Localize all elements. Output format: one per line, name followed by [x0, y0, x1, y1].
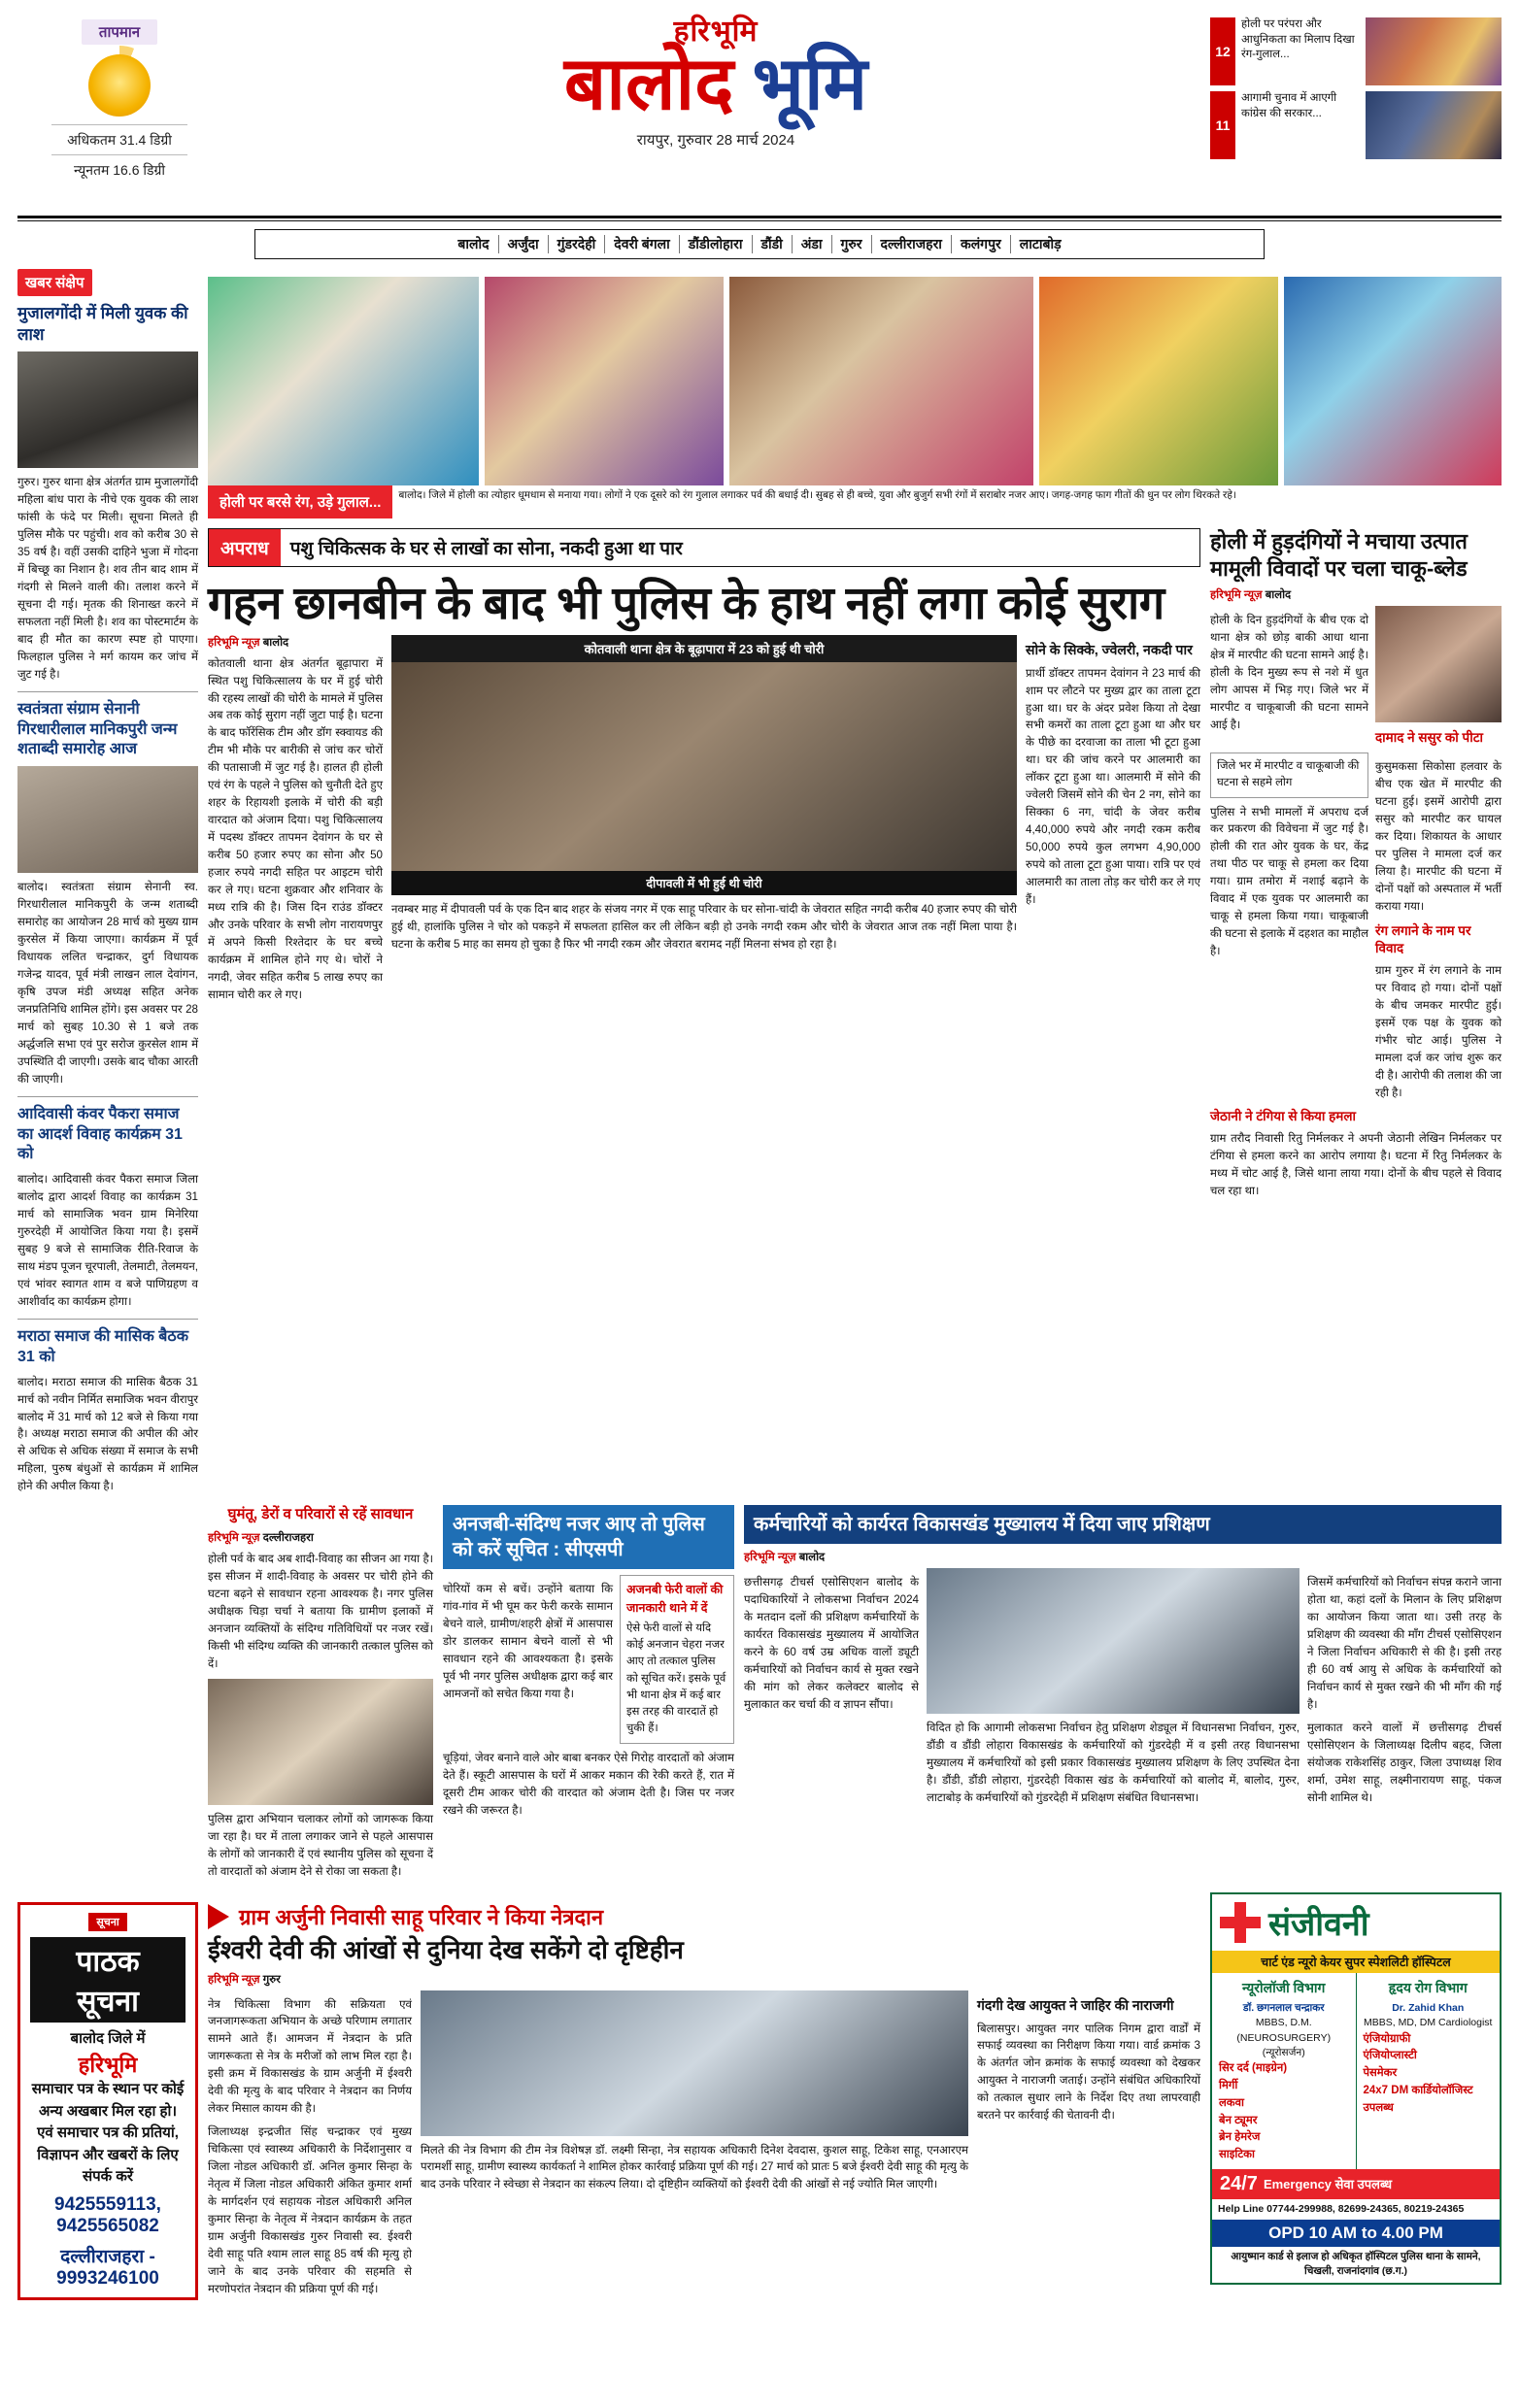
ad-reader-notice	[17, 1902, 198, 2300]
ad-hospital-emergency-label: Emergency सेवा उपलब्ध	[1263, 2177, 1393, 2192]
right-quote-wrap	[1210, 752, 1368, 1101]
promo-item[interactable]	[1210, 17, 1502, 85]
section-tag-khabar-sankshep: खबर संक्षेप	[17, 269, 92, 296]
left-column	[17, 269, 198, 1495]
left-story-1-body: गुरुर। गुरुर थाना क्षेत्र अंतर्गत ग्राम मुजालगोंदी महिला बांध पारा के नीचे एक युवक की लाश फांसी के फंदे पर मिली। सूचना मिलते ही पुलिस मौके पर पहुंची। शव को करीब 30 से 35 वर्ष है। वहीं उसकी दाहिने भुजा में गोदना में बिच्छू का निशान है। शव तीन बाद शाम में गंदगी से मिलने वाली की। तलाश करने में सूचना दी गई। मृतक की शिनाख्त करने में सफलता नहीं मिली है। शव का पोस्टमार्टम के बाद ही मौत का कारण स्पष्ट हो पाएगा। फिलहाल पुलिस ने मर्ग कायम कर जांच में जुट गई है।	[17, 476, 198, 681]
right-top-byline	[1210, 587, 1502, 602]
lower-b-row	[443, 1575, 734, 1743]
lower-c-photo	[927, 1568, 1300, 1714]
lower-c-col2	[927, 1568, 1300, 1807]
ad-hospital-left-item-0: सिर दर्द (माइग्रेन)	[1219, 2062, 1288, 2075]
ad-hospital-emergency-number: 24/7	[1220, 2172, 1258, 2194]
masthead	[17, 14, 1502, 208]
right-top-body-1: पुलिस ने सभी मामलों में अपराध दर्ज कर प्रकरण की विवेचना में जुट गई है। होली की रात ओर युवक के घर, केंद्र तथा पीठ पर चाकू से हमला कर दिया गया। ग्राम तमोरा में नशाई बढ़ाने के विवाद में एक युवक पर आलमारी का चाकू से हमला किया गया। चाकूबाजी की घटना से इलाके में दहशत का माहौल है।	[1210, 805, 1368, 958]
right-top-headline[interactable]: होली में हुड़दंगियों ने मचाया उत्पात मामूली विवादों पर चला चाकू-ब्लेड	[1210, 529, 1468, 581]
netradan-text-1: नेत्र चिकित्सा विभाग की सक्रियता एवं जनजागरूकता अभियान के अच्छे परिणाम लगातार सामने आते हैं। आमजन में नेत्रदान के प्रति जागरूकता से नेत्र के मरीजों को लाभ मिल रहा है। इसी क्रम में विकासखंड के ग्राम अर्जुनी में ईश्वरी देवी की मृत्यु के बाद परिवार ने नेत्रदान का निर्णय लेकर मिसाल कायम की है।	[208, 1997, 412, 2116]
edition-item-5[interactable]: डौंडी	[753, 235, 793, 253]
left-story-3-body: बालोद। आदिवासी कंवर पैकरा समाज जिला बालोद द्वारा आदर्श विवाह का कार्यक्रम 31 मार्च को सामाजिक भवन ग्राम मिनेरिया गुरुरदेही में आयोजित किया गया है। इसमें सुबह 9 बजे से सामाजिक रीति-रिवाज के साथ मंडप पूजन चूरपाली, तेलमाटी, तेलमयन, एवं भांवर स्वागत शाम व बजे पाणिग्रहण व आशीर्वाद का कार्यक्रम होगा।	[17, 1173, 198, 1308]
ad-brand: हरिभूमि	[78, 2053, 138, 2077]
edition-item-4[interactable]: डौंडीलोहारा	[680, 235, 753, 253]
edition-bar	[254, 229, 1265, 259]
lead-col-1	[208, 635, 383, 1004]
promo-text: आगामी चुनाव में आएगी कांग्रेस की सरकार...	[1241, 92, 1337, 119]
lead-col-2	[1026, 635, 1200, 1004]
divider	[17, 691, 198, 692]
netradan-text-2: जिलाध्यक्ष इन्द्रजीत सिंह चन्द्राकर एवं मुख्य चिकित्सा एवं स्वास्थ्य अधिकारी के निर्देशानुसार व जिला नोडल अधिकारी डॉ. अनिल कुमार सिन्हा के नेतृत्व में जिला नोडल अधिकारी अंकित कुमार शर्मा के मार्गदर्शन एवं सहायक नोडल अधिकारी अनिल कुमार सिन्हा के नेतृत्व में नेत्रदान कार्यक्रम के तहत ग्राम अर्जुनी विकासखंड गुरुर निवासी स्व. ईश्वरी देवी साहू पति श्याम लाल साहू 85 वर्ष की मृत्यु हो जाने के बाद उनके परिवार की सहमति से मरणोपरांत नेत्रदान की प्रक्रिया पूर्ण की गई।	[208, 2125, 412, 2295]
ad-hospital-left-doctor: डॉ. छगनलाल चन्द्राकर	[1242, 2002, 1325, 2015]
edition-item-0[interactable]: बालोद	[449, 235, 498, 253]
ad-hospital-columns	[1212, 1973, 1500, 2169]
netradan-columns	[208, 1990, 1200, 2298]
ad-phone-1[interactable]: 9425559113, 9425565082	[54, 2193, 161, 2236]
temperature-label: तापमान	[82, 19, 157, 45]
temperature-min: न्यूनतम 16.6 डिग्री	[73, 162, 166, 179]
holi-photo-2	[485, 277, 724, 485]
divider	[17, 1319, 198, 1320]
left-story-2-body: बालोद। स्वतंत्रता संग्राम सेनानी स्व. गिरधारीलाल मानिकपुरी के जन्म शताब्दी समारोह का आयोजन 28 मार्च को मुख्य ग्राम कुरसेल में किया जाएगा। कार्यक्रम में पूर्व विधायक ललित चन्द्राकर, दुर्ग विधायक गजेन्द्र यादव, पूर्व मंत्री लाखन लाल देवांगन, कृषि उपज मंडी अध्यक्ष सहित अनेक जनप्रतिनिधि शामिल होंगे। इस अवसर पर 28 मार्च को सुबह 10.30 से 1 बजे तक अर्द्धजलि सभा एवं पुर सरोज कुरसेल शाम में उपस्थिति दी जाएगी। उसके बाद चौका आरती की जाएगी।	[17, 881, 198, 1086]
left-story-2-headline[interactable]: स्वतंत्रता संग्राम सेनानी गिरधारीलाल मानिकपुरी जन्म शताब्दी समारोह आज	[17, 700, 178, 758]
lead-columns	[208, 635, 1200, 1004]
holi-photo-strip	[208, 277, 1502, 485]
promo-page-number: 11	[1210, 91, 1235, 159]
lead-col-3-text: नवम्बर माह में दीपावली पर्व के एक दिन बाद शहर के संजय नगर में एक साहू परिवार के घर सोना-चांदी के जेवरात सहित नगदी करीब 40 हजार रुपए की चोरी हुई थी, हालांकि पुलिस ने चोर को पकड़ने में सफलता हासिल कर ली लेकिन बड़ी हो उनके नगदी रकम और चोरी के जेवरात आज तक नहीं मिला पाया है। घटना के करीब 5 माह का समय हो चुका है फिर भी नगदी रकम और जेवरात बरामद नहीं मिलना संभव हो रहा है।	[391, 902, 1017, 951]
ad-line-1: बालोद जिले में	[70, 2029, 146, 2047]
ad-hospital-left-doctor-qual: MBBS, D.M. (NEUROSURGERY)	[1236, 2017, 1332, 2044]
lower-a-headline[interactable]: घुमंतू, डेरों व परिवारों से रहें सावधान	[227, 1506, 414, 1523]
holi-strip-caption-row	[208, 485, 1502, 518]
lead-photo-subcaption: दीपावली में भी हुई थी चोरी	[391, 871, 1017, 895]
netradan-headline[interactable]: ईश्वरी देवी की आंखों से दुनिया देख सकेंगे दो दृष्टिहीन	[208, 1934, 684, 1964]
lower-c-col1	[744, 1568, 919, 1807]
brand-main-red: बालोद	[563, 44, 734, 125]
divider	[17, 1096, 198, 1097]
lead-kicker: पशु चिकित्सक के घर से लाखों का सोना, नकदी हुआ था पार	[289, 539, 683, 559]
right-top-photo	[1375, 606, 1502, 722]
lower-a-body: होली पर्व के बाद अब शादी-विवाह का सीजन आ गया है। इस सीजन में शादी-विवाह के अवसर पर चोरी होने की घटना बढ़ने से सावधान रहना आवश्यक है। नगर पुलिस अधीक्षक चिड़ा चर्चा ने बताया कि ग्रामीण इलाकों में अनजान व्यक्तियों के संदिग्ध गतिविधियों पर नजर रखें। किसी भी संदिग्ध व्यक्ति की जानकारी तत्काल पुलिस को दें।	[208, 1552, 433, 1670]
brand-main	[221, 44, 1210, 125]
right-sub-1-wrap	[1375, 752, 1502, 1101]
netradan-byline	[208, 1972, 1200, 1987]
right-sub-1-body: कुसुमकसा सिकोसा हलवार के बीच एक खेत में मारपीट की घटना हुई। इसमें आरोपी द्वारा ससुर को मारपीट कर घायल कर दिया। शिकायत के आधार पर पुलिस ने मामला दर्ज कर लिया है। मारपीट की घटना में दोनों पक्षों को अस्पताल में भर्ती कराया गया।	[1375, 760, 1502, 913]
masthead-rule	[17, 216, 1502, 218]
lower-c-row	[744, 1568, 1502, 1807]
netradan-story	[208, 1892, 1200, 2300]
netradan-byline-place: गुरुर	[262, 1973, 281, 1986]
ad-hospital-right-head: हृदय रोग विभाग	[1388, 1979, 1468, 1995]
promo-photo	[1366, 17, 1502, 85]
promo-photo	[1366, 91, 1502, 159]
promo-page-number: 12	[1210, 17, 1235, 85]
lead-photo	[391, 662, 1017, 871]
lower-c-col3	[1307, 1568, 1502, 1807]
right-sub-3-body: ग्राम तरौद निवासी रितु निर्मलकर ने अपनी जेठानी लेखिन निर्मलकर पर टंगिया से हमला करने का आरोप लगाया है। घटना में रितु निर्मलकर के मध्य में चोट आई है, जिसे थाना लाया गया। दोनों के बीच पहले से विवाद चल रहा था।	[1210, 1132, 1502, 1198]
ad-hospital-right-doctor: Dr. Zahid Khan	[1392, 2002, 1465, 2015]
lower-a-byline-text: हरिभूमि न्यूज़	[208, 1531, 260, 1544]
edition-item-8[interactable]: दल्लीराजहरा	[872, 235, 952, 253]
holi-strip-caption: बालोद। जिले में होली का त्योहार धूमधाम से मनाया गया। लोगों ने एक दूसरे को रंग गुलाल लगाकर पर्व की बधाई दी। सुबह से ही बच्चे, युवा और बुजुर्ग सभी रंगों में सराबोर नजर आए। जगह-जगह फाग गीतों की धुन पर लोग थिरकते रहे।	[398, 489, 1236, 501]
netradan-photo	[421, 1990, 968, 2136]
left-story-2-photo	[17, 766, 198, 873]
brand-top: हरिभूमि	[673, 16, 759, 48]
right-top-byline-text: हरिभूमि न्यूज़	[1210, 589, 1263, 601]
ad-hospital-left-doctor-reg: (न्यूरोसर्जन)	[1262, 2046, 1305, 2058]
lower-c-byline-place: बालोद	[798, 1552, 826, 1564]
ad-hospital-emergency	[1212, 2169, 1500, 2199]
netradan-col-2	[421, 1990, 968, 2298]
left-story-4-body: बालोद। मराठा समाज की मासिक बैठक 31 मार्च को नवीन निर्मित समाजिक भवन वीरापुर बालोद में 31 मार्च को 12 बजे से किया गया है। अध्यक्ष मराठा समाज की अपील की ओर से अधिक से अधिक संख्या में समाज के सभी महिला, पुरुष बंधुओं से कार्यक्रम में शामिल होने की अपील किया है।	[17, 1375, 198, 1493]
ad-hospital-right-doctor-qual: MBBS, MD, DM Cardiologist	[1364, 2017, 1493, 2029]
right-sub-1-head: दामाद ने ससुर को पीटा	[1375, 730, 1484, 745]
right-sub-2-head: रंग लगाने के नाम पर विवाद	[1375, 922, 1471, 955]
netradan-kicker-row	[208, 1902, 1200, 1931]
lower-b-note-body: ऐसे फेरी वालों से यदि कोई अनजान चेहरा नजर आए तो तत्काल पुलिस को सूचित करें। इसके पूर्व भी थाना क्षेत्र में कई बार इस तरह की वारदातें हो चुकी हैं।	[626, 1622, 726, 1735]
sun-icon	[88, 54, 151, 117]
lower-a-byline-place: दल्लीराजहरा	[262, 1531, 314, 1544]
lower-c-headline[interactable]: कर्मचारियों को कार्यरत विकासखंड मुख्यालय में दिया जाए प्रशिक्षण	[744, 1505, 1502, 1544]
lower-col-c	[744, 1505, 1502, 1880]
lower-a-body-2: पुलिस द्वारा अभियान चलाकर लोगों को जागरूक किया जा रहा है। घर में ताला लगाकर जाने से पहले आसपास के लोगों को जानकारी दें एवं स्थानीय पुलिस को सूचना दें तो वारदातों को अंजाम देने से रोका जा सकता है।	[208, 1812, 433, 1878]
netradan-col-3	[977, 1990, 1200, 2298]
lower-c-byline-text: हरिभूमि न्यूज़	[744, 1552, 796, 1564]
arrow-icon	[208, 1904, 229, 1929]
ad-hospital-left-item-2: लकवा	[1219, 2096, 1245, 2109]
lower-c-body-4: मुलाकात करने वालों में छत्तीसगढ़ टीचर्स एसोसिएशन के जिलाध्यक्ष दिलीप बहद, जिला संयोजक राकेशसिंह ठाकुर, जिला उपाध्यक्ष शिव शर्मा, उमेश साहू, लक्ष्मीनारायण साहू, पंकज सोनी शामिल थे।	[1307, 1722, 1502, 1804]
ad-hospital-subtitle: चार्ट एंड न्यूरो केयर सुपर स्पेशलिटी हॉस्पिटल	[1212, 1951, 1500, 1973]
lower-a-photo	[208, 1679, 433, 1805]
lower-section	[17, 1505, 1502, 1880]
lower-b-note-title: अजनबी फेरी वालों की जानकारी थाने में दें	[626, 1583, 724, 1616]
netradan-col-1	[208, 1990, 412, 2298]
left-story-4-headline[interactable]: मराठा समाज की मासिक बैठक 31 को	[17, 1327, 188, 1365]
ad-hospital-left-item-1: मिर्गी	[1219, 2079, 1238, 2091]
lead-kicker-bar	[208, 528, 1200, 567]
lead-headline[interactable]: गहन छानबीन के बाद भी पुलिस के हाथ नहीं लगा कोई सुराग	[208, 577, 1165, 628]
lead-byline	[208, 635, 383, 650]
edition-item-1[interactable]: अर्जुंदा	[499, 235, 549, 253]
lower-c-byline	[744, 1550, 1502, 1564]
ad-hospital-right-item-3: 24x7 DM कार्डियोलॉजिस्ट उपलब्ध	[1363, 2085, 1473, 2114]
lower-d-headline[interactable]: गंदगी देख आयुक्त ने जाहिर की नाराजगी	[977, 1996, 1174, 2013]
edition-item-7[interactable]: गुरुर	[832, 235, 872, 253]
lower-b-body-wrap	[443, 1575, 613, 1743]
netradan-section	[17, 1892, 1502, 2300]
lead-and-right-row	[208, 528, 1502, 1200]
divider	[51, 154, 187, 155]
lead-col-2-text: प्रार्थी डॉक्टर तापमन देवांगन ने 23 मार्च की शाम पर लौटने पर मुख्य द्वार का ताला टूटा हुआ था। घर के अंदर प्रवेश किया तो देखा सभी कमरों का ताला टूटा हुआ था और घर के पीछे का दरवाजा का ताला भी टूटा हुआ था। घर की जांच करने पर आलमारी का लॉकर टूटा हुआ था। आलमारी में सोने की ज्वेलरी जिसमें सोने की चेन 2 नग, सोने का सिक्का 6 नग, चांदी के जेवर करीब 4,40,000 रुपये और नगदी रकम करीब 50,000 रुपये कुल लगभग 4,90,000 रुपये को ताला टूटा हुआ पाया। रात्रि पर एवं आलमारी का ताला तोड़ कर चोरी कर ले गए हैं।	[1026, 666, 1200, 907]
right-top-row-2	[1210, 752, 1502, 1101]
netradan-byline-text: हरिभूमि न्यूज़	[208, 1973, 260, 1986]
lower-d-body: बिलासपुर। आयुक्त नगर पालिक निगम द्वारा वार्डों में सफाई व्यवस्था का निरीक्षण किया गया। वार्ड क्रमांक 3 के अंतर्गत जोन क्रमांक के सफाई व्यवस्था को देखकर आयुक्त ने नाराजगी जताई। उन्होंने संबंधित अधिकारियों को तत्काल सुधार लाने के निर्देश दिए तथा लापरवाही बरतने पर कार्रवाई की चेतावनी दी।	[977, 2022, 1200, 2123]
title-block	[221, 14, 1210, 150]
ad-hospital-left-item-3: बेन ट्यूमर	[1219, 2114, 1258, 2126]
brand-main-blue: भूमि	[752, 44, 868, 125]
ad-hospital-left-item-4: ब्रेन हेमरेज	[1219, 2131, 1261, 2144]
netradan-kicker: ग्राम अर्जुनी निवासी साहू परिवार ने किया नेत्रदान	[239, 1904, 604, 1929]
lower-b-body: चोरियों कम से बचें। उन्होंने बताया कि गांव-गांव में भी घूम कर फेरी करके सामान बेचने वाले, ग्रामीण/शहरी क्षेत्रों में आसपास डोर डालकर सामान बेचने वालों से भी सावधान रहने की आवश्यकता है। इसके पूर्व भी नगर पुलिस अधीक्षक द्वारा कई बार आमजनों को सचेत किया गया है।	[443, 1583, 613, 1701]
ad-hospital	[1210, 1892, 1502, 2300]
promo-teasers	[1210, 14, 1502, 159]
right-top-photo-wrap	[1375, 606, 1502, 749]
lead-byline-place: बालोद	[262, 636, 289, 649]
lead-col-photo	[391, 635, 1017, 1004]
lead-col-1-text: कोतवाली थाना क्षेत्र अंतर्गत बूढ़ापारा में स्थित पशु चिकित्सालय के घर में हुई चोरी की रहस्य लाखों की चोरी के मामले में पुलिस अब तक कोई सुराग नहीं जुटा पाई है। घटना के बाद फॉरेंसिक टीम और डॉग स्क्वायड की टीम भी मौके पर बारीकी से जांच कर चोरों की पतासाजी में जुट गई है। हालत ही होली एवं रंग के पहले ने पुलिस को चुनौती देते हुए शहर के रिहायशी इलाके में चोरी की बड़ी वारदात को अंजाम दिया। पशु चिकित्सालय में पदस्थ डॉक्टर तापमन देवांगन के घर से करीब 50 हजार रुपए का सोना और 50 हजार रुपये नगदी सहित पर आइटम चोरी कर ले गए। घटना शुक्रवार और शनिवार के मध्य रात्रि की है। जिस दिन राउंड डॉक्टर और उनके परिवार के सभी लोग नारायणपुर में अपने किसी रिश्तेदार के घर बच्चे कार्यक्रम में शामिल होने गए थे। चोरों ने नगदी, जेवर सहित करीब 5 लाख रुपए का सामान चोरी कर ले गए।	[208, 656, 383, 1001]
lower-col-a	[208, 1505, 433, 1880]
holi-strip-tag: होली पर बरसे रंग, उड़े गुलाल...	[208, 485, 392, 518]
lower-b-body-2: चूड़ियां, जेवर बनाने वाले ओर बाबा बनकर ऐसे गिरोह वारदातों को अंजाम देते हैं। स्कूटी आसपास के घरों में आकर मकान की रेकी करते हैं, रात में दूसरी टीम आकर चोरी की वारदात को अंजाम देती है। जिस पर नजर रखने की जरूरत है।	[443, 1751, 734, 1817]
ad-hospital-left-item-5: साइटिका	[1219, 2149, 1255, 2161]
ad-hospital-right-item-0: एंजियोग्राफी	[1363, 2032, 1411, 2045]
lower-a-byline	[208, 1530, 433, 1545]
main-content	[17, 269, 1502, 1495]
edition-item-9[interactable]: कलंगपुर	[952, 235, 1011, 253]
lead-col-3-head: सोने के सिक्के, ज्वेलरी, नकदी पार	[1026, 641, 1193, 657]
lead-photo-caption-top: कोतवाली थाना क्षेत्र के बूढ़ापारा में 23 को हुई थी चोरी	[391, 635, 1017, 662]
right-sub-3-head: जेठानी ने टंगिया से किया हमला	[1210, 1109, 1357, 1124]
ad-hospital-address: आयुष्मान कार्ड से इलाज हो अधिकृत हॉस्पिटल पुलिस थाना के सामने, चिखली, राजनांदगांव (छ.ग.)	[1231, 2251, 1481, 2278]
ad-title: पाठक सूचना	[30, 1937, 186, 2023]
promo-text: होली पर परंपरा और आधुनिकता का मिलाप दिखा रंग-गुलाल...	[1241, 18, 1355, 61]
holi-photo-3	[729, 277, 1033, 485]
right-quote-box: जिले भर में मारपीट व चाकूबाजी की घटना से सहमे लोग	[1210, 752, 1368, 798]
ad-hospital-col-left	[1212, 1973, 1357, 2169]
masthead-rule-thin	[17, 220, 1502, 221]
ad-hospital-left-head: न्यूरोलॉजी विभाग	[1242, 1979, 1326, 1995]
center-column	[208, 269, 1502, 1495]
left-story-1-headline[interactable]: मुजालगोंदी में मिली युवक की लाश	[17, 304, 188, 345]
ad-phone-2[interactable]: दल्लीराजहरा - 9993246100	[56, 2246, 159, 2289]
edition-item-6[interactable]: अंडा	[793, 235, 832, 253]
ad-hospital-header	[1212, 1894, 1500, 1951]
right-top-byline-place: बालोद	[1265, 589, 1292, 601]
holi-photo-4	[1039, 277, 1278, 485]
right-top-intro: होली के दिन हुड़दंगियों के बीच एक दो थाना क्षेत्र को छोड़ बाकी आधा थाना क्षेत्र में मारपीट की घटना सामने आई है। होली के दिन मुख्य रूप से नशे में धुत लोग आपस में भिड़ गए। जिले भर में मारपीट व चाकूबाजी की घटना सामने आई है।	[1210, 614, 1368, 731]
ad-hospital-name: संजीवनी	[1268, 1906, 1369, 1943]
lower-b-note-wrap	[620, 1575, 734, 1743]
ad-hospital-col-right	[1357, 1973, 1501, 2169]
lower-c-body-1: छत्तीसगढ़ टीचर्स एसोसिएशन बालोद के पदाधिकारियों ने लोकसभा निर्वाचन 2024 के मतदान दलों की प्रशिक्षण कर्मचारियों के कार्यरत विकासखंड मुख्यालय में आयोजित करने के 60 वर्ष उम्र अधिक वालों ड्यूटी कर्मचारियों को निर्वाचन कार्य से मुक्त रखने की मांग को लेकर कलेक्टर बालोद से मुलाकात कर चर्चा की व ज्ञापन सौंपा।	[744, 1576, 919, 1712]
edition-item-2[interactable]: गुंडरदेही	[549, 235, 606, 253]
temperature-box	[17, 14, 221, 182]
ad-line-2: समाचार पत्र के स्थान पर कोई अन्य अखबार मिल रहा हो। एवं समाचार पत्र की प्रतियां, विज्ञापन और खबरों के लिए संपर्क करें	[31, 2081, 185, 2185]
holi-photo-5	[1284, 277, 1502, 485]
temperature-max: अधिकतम 31.4 डिग्री	[67, 132, 172, 148]
right-top-intro-wrap	[1210, 606, 1368, 749]
lower-col-spacer	[17, 1505, 198, 1880]
right-column-top	[1210, 528, 1502, 1200]
lead-tag: अपराध	[209, 529, 281, 566]
ad-hospital-opd: OPD 10 AM to 4.00 PM	[1212, 2220, 1500, 2247]
ad-hospital-right-item-2: पेसमेकर	[1363, 2067, 1398, 2080]
left-story-3-headline[interactable]: आदिवासी कंवर पैकरा समाज का आदर्श विवाह कार्यक्रम 31 को	[17, 1105, 183, 1163]
lower-b-note	[620, 1575, 734, 1743]
divider	[51, 124, 187, 125]
lower-c-body-2: विदित हो कि आगामी लोकसभा निर्वाचन हेतु प्रशिक्षण शेड्यूल में विधानसभा निर्वाचन, गुरुर, डौंडी व डौंडी लोहारा विकासखंड के कर्मचारियों को गुंडरदेही में व इसी तरह विधानसभा मुख्यालय में कर्मचारियों को इसी प्रकार विकासखंड मुख्यालय प्रशिक्षण के लिए उपस्थित देना है। डौंडी, डौंडी लोहारा, गुंडरदेही विकास खंड के कर्मचारियों को बालोद में, बालोद, गुरुर, लाटाबोड़ के कर्मचारियों को गुंडरदेही में प्रशिक्षण संबंधित विधानसभा।	[927, 1722, 1300, 1805]
promo-item[interactable]	[1210, 91, 1502, 159]
edition-item-3[interactable]: देवरी बंगला	[605, 235, 679, 253]
right-sub-2-body: ग्राम गुरुर में रंग लगाने के नाम पर विवाद हो गया। दोनों पक्षों के बीच जमकर मारपीट हुई। इसमें एक पक्ष के युवक को गंभीर चोट आई। पुलिस ने मामला दर्ज कर जांच शुरू कर दी है। आरोपी की तलाश की जा रही है।	[1375, 963, 1502, 1099]
edition-item-10[interactable]: लाटाबोड़	[1019, 236, 1062, 251]
lead-story	[208, 528, 1200, 1200]
holi-photo-1	[208, 277, 479, 485]
netradan-left-spacer	[17, 1892, 198, 2300]
dateline: रायपुर, गुरुवार 28 मार्च 2024	[636, 132, 795, 150]
netradan-text-3: मिलते की नेत्र विभाग की टीम नेत्र विशेषज्ञ डॉ. लक्ष्मी सिन्हा, नेत्र सहायक अधिकारी दिनेश देवदास, कुशल साहू, टिकेश साहू, एनआरएम परामर्शी साहू, ग्रामीण स्वास्थ्य कार्यकर्ता ने शामिल होकर कार्रवाई प्रक्रिया पूर्ण की गई। 27 मार्च को प्रातः 5 बजे ईश्वरी देवी साहू की मृत्यु के बाद उनके परिवार ने स्वेच्छा से नेत्रदान का संकल्प लिया। दो दृष्टिहीन व्यक्तियों को ईश्वरी देवी की आंखों से नई ज्योति मिल जाएगी।	[421, 2143, 968, 2191]
ad-hospital-helpline[interactable]: Help Line 07744-299988, 82699-24365, 80219-24365	[1218, 2202, 1465, 2215]
lower-c-body-3: जिसमें कर्मचारियों को निर्वाचन संपन्न कराने जाना होता था, कहां दलों के मिलान के लिए प्रशिक्षण का आयोजन किया जाता था। उसी तरह के प्रशिक्षण की व्यवस्था की माँग टीचर्स एसोसिएशन ने जिला निर्वाचन अधिकारी से की है। इसी तरह ही 60 वर्ष आयु से अधिक के कर्मचारियों को निर्वाचन कार्य से मुक्त रखने की भी माँग की गई है।	[1307, 1576, 1502, 1712]
ad-hospital-right-item-1: एंजियोप्लास्टी	[1363, 2050, 1417, 2062]
ad-hospital-box	[1210, 1892, 1502, 2285]
ad-tag: सूचना	[88, 1913, 126, 1931]
right-top-row	[1210, 606, 1502, 749]
lower-b-headline[interactable]: अनजबी-संदिग्ध नजर आए तो पुलिस को करें सूचित : सीएसपी	[443, 1505, 734, 1569]
medical-cross-icon	[1220, 1902, 1261, 1943]
lower-col-b	[443, 1505, 734, 1880]
lead-byline-text: हरिभूमि न्यूज़	[208, 636, 260, 649]
left-story-1-photo	[17, 351, 198, 468]
